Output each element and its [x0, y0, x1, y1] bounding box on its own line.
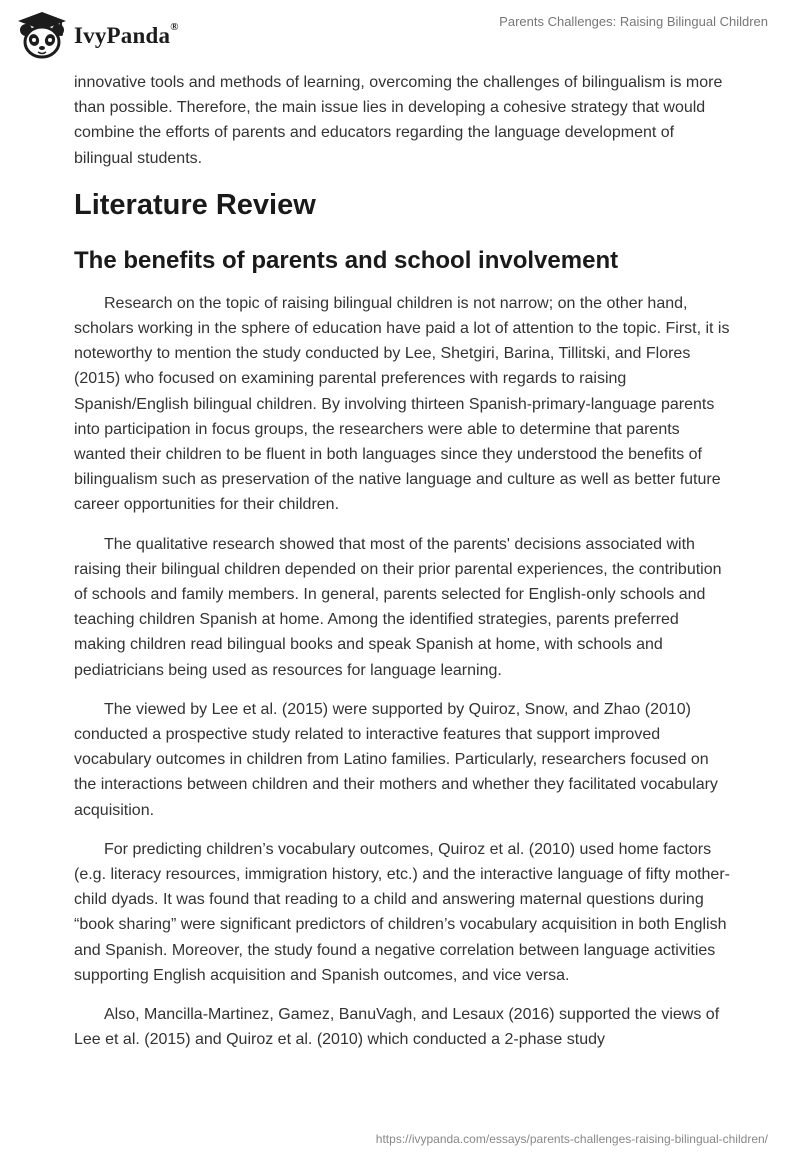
essay-content — [74, 70, 734, 1067]
document-title: Parents Challenges: Raising Bilingual Children — [499, 14, 768, 29]
section-heading: Literature Review — [74, 188, 316, 221]
body-paragraph: Also, Mancilla-Martinez, Gamez, BanuVagh, and Lesaux (2016) supported the views of Lee et al. (2015) and Quiroz et al. (2010) which conducted a 2-phase study — [74, 1006, 720, 1049]
panda-graduate-icon — [14, 8, 70, 62]
subsection-heading: The benefits of parents and school involvement — [74, 246, 619, 274]
source-url[interactable]: https://ivypanda.com/essays/parents-challenges-raising-bilingual-children/ — [375, 1132, 768, 1146]
brand-logo[interactable] — [14, 8, 179, 62]
body-paragraph: The viewed by Lee et al. (2015) were supported by Quiroz, Snow, and Zhao (2010) conducted a prospective study related to interactive features that support improved vocabulary outcomes in children from Latino families. Particularly, researchers focused on the interactions between children and their mothers and whether they facilitated vocabulary acquisition. — [74, 700, 718, 819]
body-paragraph: The qualitative research showed that most of the parents' decisions associated with raising their bilingual children depended on their prior parental experiences, the contribution of schools and family members. In general, parents selected for English-only schools and teaching children Spanish at home. Among the identified strategies, parents preferred making children read bilingual books and speak Spanish at home, with schools and pediatricians being used as resources for language learning. — [74, 535, 722, 679]
page-header — [0, 0, 800, 70]
intro-paragraph: innovative tools and methods of learning, overcoming the challenges of bilingualism is more than possible. Therefore, the main issue lies in developing a cohesive strategy that would combine the efforts of parents and educators regarding the language development of bilingual students. — [74, 74, 723, 167]
body-paragraph: Research on the topic of raising bilingual children is not narrow; on the other hand, scholars working in the sphere of education have paid a lot of attention to the topic. First, it is noteworthy to mention the study conducted by Lee, Shetgiri, Barina, Tillitski, and Flores (2015) who focused on examining parental preferences with regards to raising Spanish/English bilingual children. By involving thirteen Spanish-primary-language parents into participation in focus groups, the researchers were able to determine that parents wanted their children to be fluent in both languages since they understood the benefits of bilingualism such as preservation of the native language and culture as well as better future career opportunities for their children. — [74, 294, 730, 514]
brand-name: IvyPanda® — [74, 21, 179, 48]
body-paragraph: For predicting children’s vocabulary outcomes, Quiroz et al. (2010) used home factors (e.g. literacy resources, immigration history, etc.) and the interactive language of fifty mother-child dyads. It was found that reading to a child and answering maternal questions during “book sharing” were significant predictors of children’s vocabulary acquisition in both English and Spanish. Moreover, the study found a negative correlation between language activities supporting English acquisition and Spanish outcomes, and vice versa. — [74, 840, 730, 984]
